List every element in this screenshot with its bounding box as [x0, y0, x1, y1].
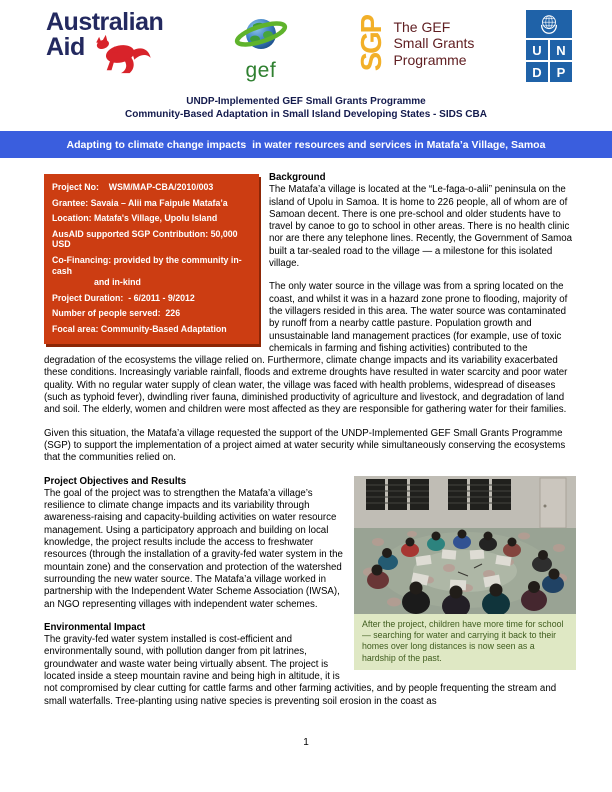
programme-titles — [0, 95, 612, 121]
grantee: Grantee: Savaia – Alii ma Faipule Matafa’a — [52, 197, 228, 208]
document-body — [0, 158, 612, 708]
logo-row — [0, 0, 612, 92]
un-emblem — [526, 10, 572, 38]
sgp-text — [393, 19, 474, 69]
co-financing-cont: and in-kind — [94, 277, 141, 288]
gef-wordmark: gef — [245, 59, 277, 82]
project-no: Project No: WSM/MAP-CBA/2010/003 — [52, 182, 214, 192]
objectives-paragraph: The goal of the project was to strengthen the Matafa’a village’s resilience to climate change impacts and its variability through awareness-raising and capacity-building activities on water resource management. Using a participatory approach and building on local knowledge, the project results include the access to freshwater resources (through the installation of a gravity-fed water system in the mountain zone) and the conservation and protection of the watershed surrounding the new water source. The Matafa’a village worked in partnership with the Independent Water Scheme Association (IWSA), an NGO representing villages with independent water schemes. — [44, 487, 343, 610]
section-heading-background: Background — [269, 172, 326, 183]
focal-area: Focal area: Community-Based Adaptation — [52, 323, 227, 334]
project-info-box — [44, 174, 259, 344]
undp-letter-n: N — [550, 40, 572, 60]
australian-aid-logo — [46, 10, 163, 75]
background-paragraph-1: The Matafa’a village is located at the “Le-faga-o-alii” peninsula on the island of Upolu in Samoa. It is home to 226 people, all of whom are of Samoan decent. There is one pre-school and older students have to travel by canoe to go to school in other areas. There is no health clinic nor are there any telephone lines. Recently, the Government of Samoa built a tar-sealed road to the village — a milestone for this isolated village. — [269, 184, 572, 270]
sgp-text-line3: Programme — [393, 51, 467, 68]
photo-block — [354, 476, 576, 671]
australian-aid-wordmark-line2: Aid — [46, 32, 85, 61]
people-served: Number of people served: 226 — [52, 308, 181, 319]
section-heading-environmental: Environmental Impact — [44, 621, 146, 633]
document-title: Adapting to climate change impacts in water resources and services in Matafa’a Village, Samoa — [66, 138, 546, 151]
undp-letter-d: D — [526, 62, 548, 82]
background-paragraph-2: The only water source in the village was from a spring located on the coast, and whilst it was in a hazard zone prone to flooding, majority of the villagers resided in this area. The water source was contaminated by runoff from a nearby cattle pasture. Population growth and unsustainable land management practices (for example, use of toxic chemicals in farming and fishing activities) contributed to the degradation of the ecosystems the village relied on. Furthermore, climate change impacts and its variability exacerbated these conditions. Increasingly variable rainfall, floods and extreme droughts have resulted in water scarcity and poor water quality. With no regular water supply of clean water, the village was faced with health problems, widespread of diseases (such as typhoid fever), dwindling river fauna, diminished productivity of agriculture and livestock, and degradation of land and soil. The elderly, women and children were most affected as they are responsible for gathering water for their families. — [44, 281, 568, 416]
australian-aid-wordmark-row — [46, 32, 163, 75]
environmental-paragraph: The gravity-fed water system installed is cost-efficient and environmentally sound, with pollution danger from pit latrines, groundwater and waste water being virtually absent. The project is located inside a steep mountain ravine and being high in altitude, it is not compromised by clear cutting for cattle farms and other farming activities, and by people frequenting the stream and small waterfalls. Tree-planting using native species is preventing soil erosion in the coast as — [44, 634, 557, 707]
photo-caption: After the project, children have more time for school — searching for water and carrying it back to their homes over long distances is now seen as a hardship of the past. — [354, 614, 576, 671]
document-title-banner — [0, 131, 612, 158]
sgp-text-line2: Small Grants — [393, 35, 475, 52]
undp-letter-p: P — [550, 62, 572, 82]
gef-logo — [215, 12, 307, 83]
section-heading-objectives: Project Objectives and Results — [44, 475, 187, 487]
co-financing: Co-Financing: provided by the community in-cash — [52, 254, 242, 276]
un-emblem-icon — [537, 12, 561, 36]
undp-letter-grid — [526, 40, 572, 82]
undp-letter-u: U — [526, 40, 548, 60]
location: Location: Matafa's Village, Upolu Island — [52, 213, 218, 224]
kangaroo-icon — [91, 33, 153, 75]
gef-globe-icon — [230, 12, 292, 58]
page-number: 1 — [303, 737, 309, 748]
sgp-contribution: AusAID supported SGP Contribution: 50,000 USD — [52, 228, 241, 250]
australian-aid-wordmark-line1: Australian — [46, 8, 164, 36]
background-paragraph-3: Given this situation, the Matafa’a village requested the support of the UNDP-Implemented GEF Small Grants Programme (SGP) to support the implementation of a project aimed at water security while simultaneously conserving the ecosystems that the communities relied on. — [44, 427, 566, 464]
sgp-text-line1: The GEF — [393, 18, 451, 35]
programme-title: UNDP-Implemented GEF Small Grants Programme — [186, 96, 426, 107]
sgp-vertical-wordmark: SGP — [356, 16, 389, 72]
project-duration: Project Duration: - 6/2011 - 9/2012 — [52, 292, 195, 303]
sgp-logo — [358, 16, 474, 71]
programme-subtitle: Community-Based Adaptation in Small Island Developing States - SIDS CBA — [125, 109, 487, 120]
undp-logo — [526, 10, 572, 82]
children-studying-photo — [354, 476, 576, 614]
